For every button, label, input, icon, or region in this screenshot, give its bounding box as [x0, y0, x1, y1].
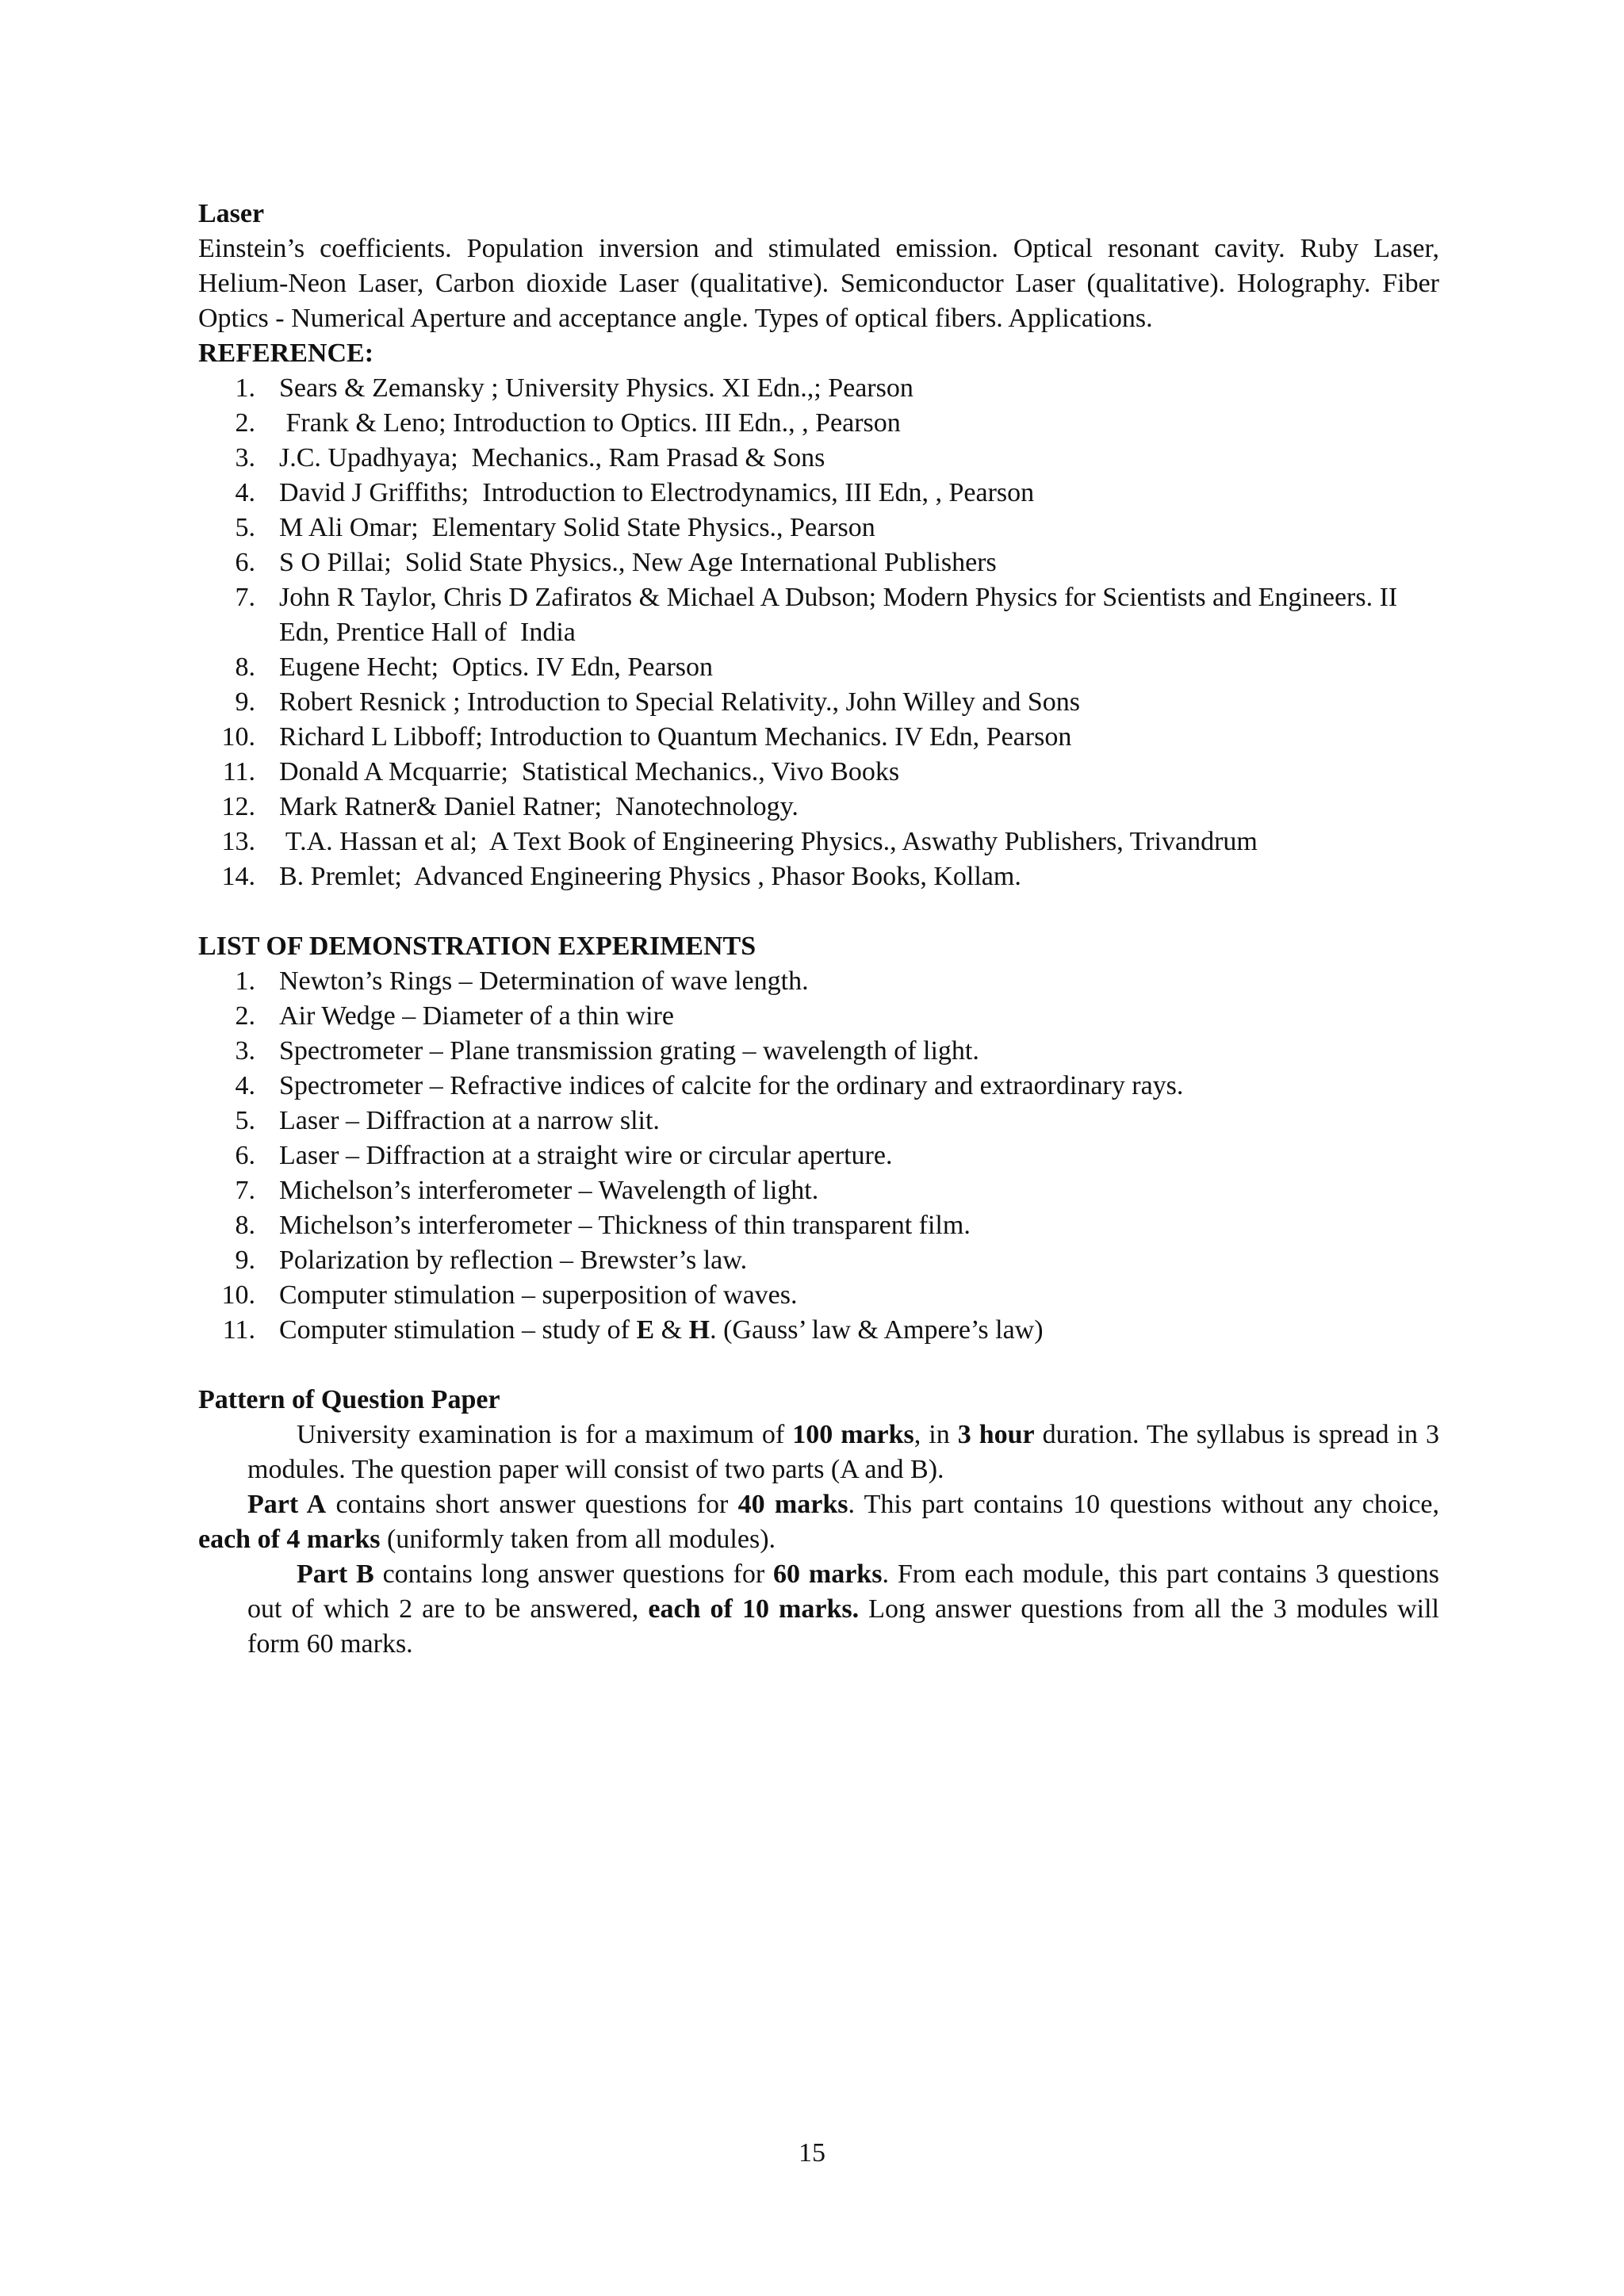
list-item [198, 441, 1439, 476]
item-text: Air Wedge – Diameter of a thin wire [279, 1001, 674, 1031]
list-item [198, 1034, 1439, 1069]
experiments-list [198, 964, 1439, 1348]
item-number: 11. [222, 757, 255, 786]
list-item [198, 1138, 1439, 1173]
item-text: Laser – Diffraction at a narrow slit. [279, 1106, 660, 1135]
item-text: Laser – Diffraction at a straight wire or circular aperture. [279, 1141, 893, 1170]
item-number: 10. [221, 1280, 255, 1310]
item-number: 7. [235, 583, 255, 612]
item-number: 9. [235, 687, 255, 717]
item-text: Polarization by reflection – Brewster’s law. [279, 1246, 748, 1275]
item-number: 11. [222, 1315, 255, 1345]
laser-heading: Laser [198, 199, 265, 228]
item-number: 4. [235, 478, 255, 507]
paragraph-bold: 40 marks [737, 1490, 848, 1519]
item-number: 3. [235, 1036, 255, 1066]
list-item [198, 1208, 1439, 1243]
paragraph-bold: each of 10 marks. [648, 1594, 860, 1624]
list-item [198, 685, 1439, 720]
item-number: 8. [235, 652, 255, 682]
paragraph-bold: Part A [247, 1490, 327, 1519]
item-number: 8. [235, 1211, 255, 1240]
item-text-part: & [654, 1315, 689, 1345]
paragraph-text: duration. The syllabus is spread in 3 modules. The question paper will consist of two parts (A and B). [247, 1420, 1439, 1484]
item-number: 3. [235, 443, 255, 473]
paragraph-text: (uniformly taken from all modules). [380, 1525, 776, 1554]
list-item [198, 511, 1439, 545]
item-text: Frank & Leno; Introduction to Optics. III Edn., , Pearson [279, 408, 901, 438]
list-item [198, 580, 1439, 650]
list-item [198, 964, 1439, 999]
item-text: Computer stimulation – superposition of waves. [279, 1280, 798, 1310]
page-number: 15 [799, 2138, 825, 2168]
item-text: M Ali Omar; Elementary Solid State Physics., Pearson [279, 513, 875, 542]
section-spacer [198, 894, 1439, 929]
paragraph-text: University examination is for a maximum of [297, 1420, 793, 1449]
list-item [198, 859, 1439, 894]
item-text: Michelson’s interferometer – Thickness of thin transparent film. [279, 1211, 971, 1240]
list-item [198, 371, 1439, 406]
paragraph-text: Long answer questions from all the 3 modules will form 60 marks. [247, 1594, 1439, 1659]
item-number: 7. [235, 1176, 255, 1205]
item-text: Spectrometer – Plane transmission grating – wavelength of light. [279, 1036, 979, 1066]
item-text-bold: E [636, 1315, 655, 1345]
list-item [198, 1278, 1439, 1313]
paragraph-text: , in [914, 1420, 958, 1449]
item-text: B. Premlet; Advanced Engineering Physics , Phasor Books, Kollam. [279, 862, 1021, 891]
pattern-paragraph-3 [198, 1557, 1439, 1662]
item-text: T.A. Hassan et al; A Text Book of Engineering Physics., Aswathy Publishers, Trivandrum [279, 827, 1258, 856]
item-number: 4. [235, 1071, 255, 1100]
item-text: Richard L Libboff; Introduction to Quantum Mechanics. IV Edn, Pearson [279, 722, 1072, 752]
item-text: Robert Resnick ; Introduction to Special Relativity., John Willey and Sons [279, 687, 1081, 717]
item-text: Mark Ratner& Daniel Ratner; Nanotechnology. [279, 792, 799, 821]
item-text: J.C. Upadhyaya; Mechanics., Ram Prasad & Sons [279, 443, 825, 473]
item-text-part: . (Gauss’ law & Ampere’s law) [710, 1315, 1044, 1345]
reference-heading: REFERENCE: [198, 339, 374, 368]
paragraph-bold: 60 marks [773, 1559, 883, 1589]
item-number: 5. [235, 1106, 255, 1135]
list-item [198, 999, 1439, 1034]
list-item [198, 825, 1439, 859]
syllabus-page [198, 197, 1439, 1662]
item-text: John R Taylor, Chris D Zafiratos & Michael A Dubson; Modern Physics for Scientists and Engineers. II Edn, Prentice Hall of India [279, 583, 1404, 647]
item-text: David J Griffiths; Introduction to Electrodynamics, III Edn, , Pearson [279, 478, 1035, 507]
list-item [198, 476, 1439, 511]
paragraph-text: contains short answer questions for [326, 1490, 738, 1519]
item-text: Spectrometer – Refractive indices of calcite for the ordinary and extraordinary rays. [279, 1071, 1184, 1100]
paragraph-bold: Part B [297, 1559, 374, 1589]
item-text-bold: H [688, 1315, 710, 1345]
paragraph-text: . This part contains 10 questions without any choice, [848, 1490, 1439, 1519]
paragraph-bold: 3 hour [957, 1420, 1035, 1449]
list-item [198, 755, 1439, 790]
laser-description: Einstein’s coefficients. Population inversion and stimulated emission. Optical resonant cavity. Ruby Laser, Helium-Neon Laser, Carbon dioxide Laser (qualitative). Semiconductor Laser (qualitative). Holography. Fiber Optics - Numerical Aperture and acceptance angle. Types of optical fibers. Applications. [198, 234, 1439, 333]
item-number: 6. [235, 1141, 255, 1170]
item-text: Sears & Zemansky ; University Physics. XI Edn.,; Pearson [279, 373, 914, 403]
item-number: 6. [235, 548, 255, 577]
paragraph-text: . From each module, this part contains 3 questions out of which 2 are to be answered, [247, 1559, 1440, 1624]
item-number: 1. [235, 966, 255, 996]
list-item [198, 1104, 1439, 1138]
item-text: Michelson’s interferometer – Wavelength of light. [279, 1176, 819, 1205]
paragraph-bold: each of 4 marks [198, 1525, 381, 1554]
paragraph-text: contains long answer questions for [373, 1559, 774, 1589]
experiments-heading: LIST OF DEMONSTRATION EXPERIMENTS [198, 932, 756, 961]
pattern-heading: Pattern of Question Paper [198, 1385, 500, 1414]
item-number: 14. [221, 862, 255, 891]
item-number: 10. [221, 722, 255, 752]
list-item [198, 650, 1439, 685]
pattern-paragraph-2 [198, 1487, 1439, 1557]
item-text-part: Computer stimulation – study of [279, 1315, 637, 1345]
list-item [198, 406, 1439, 441]
item-text [279, 1313, 1439, 1348]
reference-list [198, 371, 1439, 894]
item-number: 5. [235, 513, 255, 542]
list-item [198, 1243, 1439, 1278]
item-text: S O Pillai; Solid State Physics., New Age International Publishers [279, 548, 997, 577]
list-item [198, 545, 1439, 580]
list-item [198, 790, 1439, 825]
list-item [198, 720, 1439, 755]
paragraph-bold: 100 marks [792, 1420, 914, 1449]
item-text: Donald A Mcquarrie; Statistical Mechanics., Vivo Books [279, 757, 900, 786]
item-number: 1. [235, 373, 255, 403]
item-text: Eugene Hecht; Optics. IV Edn, Pearson [279, 652, 714, 682]
pattern-paragraph-1 [198, 1418, 1439, 1487]
section-spacer [198, 1348, 1439, 1383]
item-number: 2. [235, 408, 255, 438]
list-item [198, 1173, 1439, 1208]
item-number: 12. [221, 792, 255, 821]
item-number: 2. [235, 1001, 255, 1031]
item-number: 9. [235, 1246, 255, 1275]
item-number: 13. [221, 827, 255, 856]
list-item [198, 1069, 1439, 1104]
item-text: Newton’s Rings – Determination of wave length. [279, 966, 809, 996]
list-item [198, 1313, 1439, 1348]
